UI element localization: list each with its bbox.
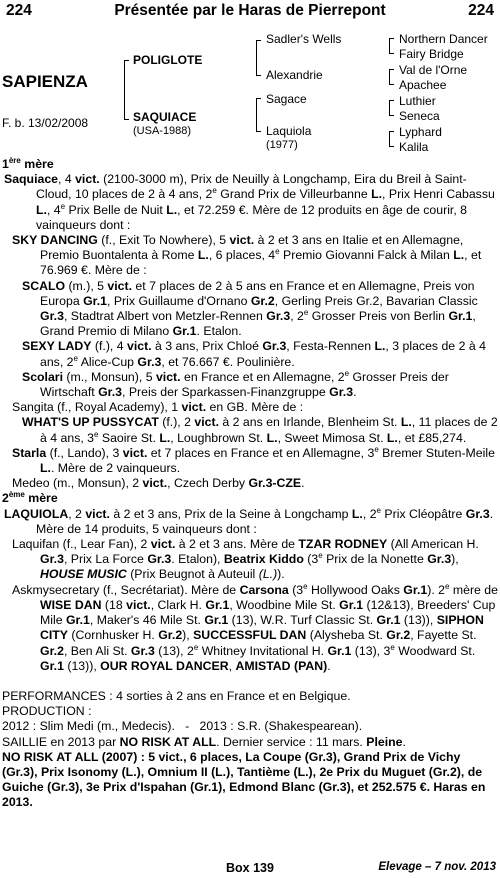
gen4-8: Kalila [399, 140, 429, 154]
gen4-7: Lyphard [399, 125, 442, 139]
saillie: SAILLIE en 2013 par NO RISK AT ALL. Dernier service : 11 mars. Pleine. [2, 734, 406, 749]
produce-sky-dancing: SKY DANCING (f., Exit To Nowhere), 5 vict. à 2 et 3 ans en Italie et en Allemagne, Premio Buontalenta à Rome L., 6 places, 4e Premio Giovanni Falck à Milan L., et 76.969 €. Mère de : [12, 233, 482, 278]
gen4-1: Northern Dancer [399, 32, 488, 46]
second-dam-paragraph: LAQUIOLA, 2 vict. à 2 et 3 ans, Prix de la Seine à Longchamp L., 2e Prix Cléopâtre Gr.3. Mère de 14 produits, 5 vainqueurs dont : [4, 505, 494, 536]
section-second-dam [2, 491, 498, 506]
sire-dam: Alexandrie [266, 68, 323, 82]
bracket-dam [256, 98, 261, 132]
gen4-5: Luthier [399, 94, 436, 108]
produce-medeo: Medeo (m., Monsun), 2 vict., Czech Derby Gr.3-CZE. [12, 476, 305, 491]
spacer [2, 674, 498, 689]
gen4-2: Fairy Bridge [399, 47, 464, 61]
section-first-num: 1 [2, 157, 9, 171]
dam-name: SAQUIACE [133, 110, 197, 124]
publication: Elevage – 7 nov. 2013 [378, 861, 496, 873]
produce-sangita: Sangita (f., Royal Academy), 1 vict. en GB. Mère de : [12, 400, 304, 415]
bracket-g4-2 [389, 69, 394, 85]
sire-sire: Sadler's Wells [266, 32, 342, 46]
bracket-g4-1 [389, 38, 394, 54]
dam-dam-note: (1977) [266, 139, 298, 151]
dam-sire: Sagace [266, 92, 307, 106]
lot-number-left: 224 [6, 2, 32, 19]
produce-laquifan: Laquifan (f., Lear Fan), 2 vict. à 2 et 3 ans. Mère de TZAR RODNEY (All American H. Gr.3, Prix La Force Gr.3. Etalon), Beatrix Kiddo (3e Prix de la Nonette Gr.3), HOUSE MUSIC (Prix Beugnot à Auteuil (L.)). [12, 537, 479, 582]
performances: PERFORMANCES : 4 sorties à 2 ans en France et en Belgique. [2, 688, 351, 703]
gen4-4: Apachee [399, 78, 447, 92]
production-label: PRODUCTION : [2, 704, 92, 719]
bracket-g4-4 [389, 131, 394, 147]
production-list: 2012 : Slim Medi (m., Medecis). - 2013 : S.R. (Shakespearean). [2, 719, 363, 734]
page-footer [0, 861, 500, 877]
bracket-gen1 [124, 60, 129, 120]
section-first-dam [2, 157, 498, 172]
bracket-g4-3 [389, 100, 394, 116]
produce-askmysecretary: Askmysecretary (f., Secrétariat). Mère de Carsona (3e Hollywood Oaks Gr.1). 2e mère de WISE DAN (18 vict., Clark H. Gr.1, Woodbine Mile St. Gr.1 (12&13), Breeders' Cup Mile Gr.1, Maker's 46 Mile St. Gr.1 (13), W.R. Turf Classic St. Gr.1 (13)), SIPHON CITY (Cornhusker H. Gr.2), SUCCESSFUL DAN (Alysheba St. Gr.2, Fayette St. Gr.2, Ben Ali St. Gr.3 (13), 2e Whitney Invitational H. Gr.1 (13), 3e Woodward St. Gr.1 (13)), OUR ROYAL DANCER, AMISTAD (PAN). [12, 581, 498, 673]
gen4-6: Seneca [399, 109, 440, 123]
produce-scolari: Scolari (m., Monsun), 5 vict. en France et en Allemagne, 2e Grosser Preis der Wirtschaft Gr.3, Preis der Sparkassen-Finanzgruppe Gr.3. [22, 368, 449, 400]
section-second-num: 2 [2, 491, 9, 506]
section-first-rest: mère [20, 157, 54, 171]
dam-paragraph: Saquiace, 4 vict. (2100-3000 m), Prix de Neuilly à Longchamp, Eira du Breil à Saint-Cloud, 10 places de 2 à 4 ans, 2e Grand Prix de Villeurbanne L., Prix Henri Cabassu L., 4e Prix Belle de Nuit L., et 72.259 €. Mère de 12 produits en âge de courir, 8 vainqueurs dont : [4, 172, 495, 232]
produce-whats-up-pussycat: WHAT'S UP PUSSYCAT (f.), 2 vict. à 2 ans en Irlande, Blenheim St. L., 11 places de 2 à 4 ans, 3e Saoire St. L., Loughbrown St. L., Sweet Mimosa St. L., et £85,274. [22, 415, 498, 445]
dam-note: (USA-1988) [133, 125, 192, 137]
stallion-record: NO RISK AT ALL (2007) : 5 vict., 6 places, La Coupe (Gr.3), Grand Prix de Vichy (Gr.3), Prix Isonomy (L.), Omnium II (L.), Tantième (L.), 2e Prix du Muguet (Gr.2), de Guiche (Gr.3), 3e Prix d'Ispahan (Gr.1), Edmond Blanc (Gr.3), et 252.575 €. Haras en 2013. [2, 749, 486, 810]
produce-record [2, 157, 498, 811]
section-second-sup: ème [8, 490, 25, 500]
sire-name: POLIGLOTE [133, 53, 203, 67]
produce-scalo: SCALO (m.), 5 vict. et 7 places de 2 à 5 ans en France et en Allemagne, Preis von Europa Gr.1, Prix Guillaume d'Ornano Gr.2, Gerling Preis Gr.2, Bavarian Classic Gr.3, Stadtrat Albert von Metzler-Rennen Gr.3, 2e Grosser Preis von Berlin Gr.1, Grand Premio di Milano Gr.1. Etalon. [22, 278, 478, 339]
lot-number-right: 224 [468, 2, 494, 19]
horse-birth: F. b. 13/02/2008 [2, 116, 89, 130]
presenter-title: Présentée par le Haras de Pierrepont [114, 2, 386, 19]
section-first-sup: ère [8, 155, 21, 165]
gen4-3: Val de l'Orne [399, 63, 468, 77]
pedigree-table [0, 28, 500, 156]
horse-name: SAPIENZA [2, 72, 88, 91]
dam-dam: Laquiola [266, 124, 312, 138]
box-number: Box 139 [226, 861, 274, 875]
produce-starla: Starla (f., Lando), 3 vict. et 7 places en France et en Allemagne, 3e Bremer Stuten-Meile L.. Mère de 2 vainqueurs. [12, 444, 495, 476]
bracket-sire [256, 40, 261, 76]
section-second-rest: mère [24, 491, 58, 506]
page-header [6, 2, 494, 22]
produce-sexy-lady: SEXY LADY (f.), 4 vict. à 3 ans, Prix Chloé Gr.3, Festa-Rennen L., 3 places de 2 à 4 ans, 2e Alice-Cup Gr.3, et 76.667 €. Poulinière. [22, 339, 486, 369]
